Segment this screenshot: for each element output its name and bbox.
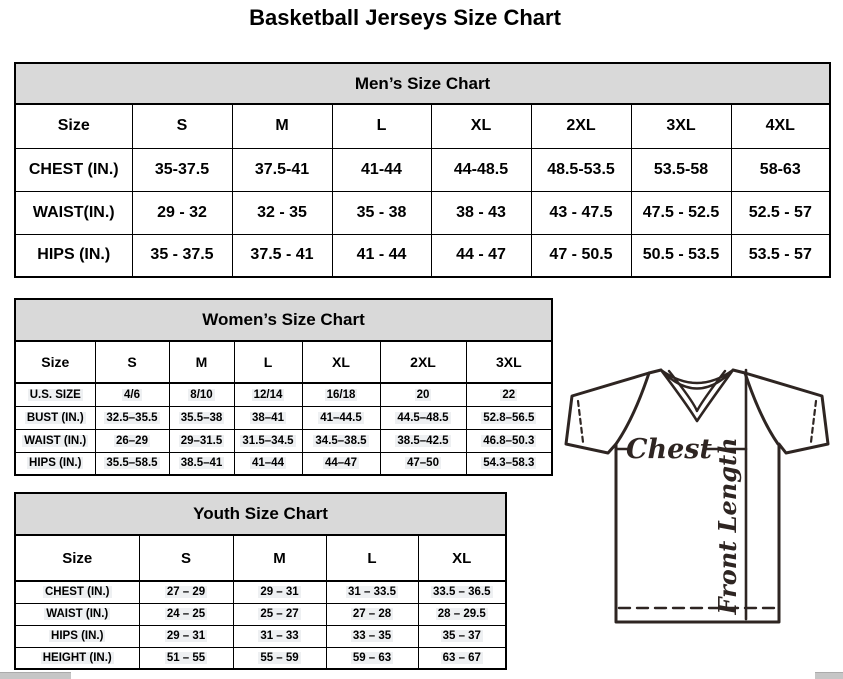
cell: 29 – 31 <box>233 581 326 603</box>
cell: 29 – 31 <box>139 625 233 647</box>
cell: 32 - 35 <box>232 191 332 234</box>
cell: 37.5 - 41 <box>232 234 332 277</box>
cell: 44.5–48.5 <box>380 406 466 429</box>
row-label: BUST (IN.) <box>15 406 95 429</box>
column-header: 2XL <box>380 341 466 383</box>
column-header: 2XL <box>531 104 631 148</box>
youth-table-title-row <box>15 493 506 535</box>
table-row <box>15 406 552 429</box>
cell: 41–44 <box>234 452 302 475</box>
cell: 55 – 59 <box>233 647 326 669</box>
row-label: U.S. SIZE <box>15 383 95 406</box>
cell: 22 <box>466 383 552 406</box>
cell: 34.5–38.5 <box>302 429 380 452</box>
cell: 38.5–42.5 <box>380 429 466 452</box>
column-header: S <box>132 104 232 148</box>
cell: 44–47 <box>302 452 380 475</box>
cell: 33 – 35 <box>326 625 418 647</box>
cell: 35 - 38 <box>332 191 431 234</box>
cell: 53.5 - 57 <box>731 234 830 277</box>
column-header: M <box>233 535 326 581</box>
cell: 47–50 <box>380 452 466 475</box>
mens-table-title: Men’s Size Chart <box>15 63 830 104</box>
page-title: Basketball Jerseys Size Chart <box>249 5 561 30</box>
mens-column-header-row <box>15 104 830 148</box>
column-header: 3XL <box>466 341 552 383</box>
womens-size-table <box>14 298 553 476</box>
table-row <box>15 234 830 277</box>
cell: 53.5-58 <box>631 148 731 191</box>
cell: 52.5 - 57 <box>731 191 830 234</box>
table-row <box>15 603 506 625</box>
right-armhole-seam <box>745 373 778 444</box>
column-header: 3XL <box>631 104 731 148</box>
cell: 8/10 <box>169 383 234 406</box>
cell: 32.5–35.5 <box>95 406 169 429</box>
cell: 31 – 33.5 <box>326 581 418 603</box>
left-cuff-dashed-line <box>578 401 583 442</box>
youth-size-table <box>14 492 507 670</box>
mens-size-table <box>14 62 831 278</box>
womens-column-header-row <box>15 341 552 383</box>
mens-table-title-row <box>15 63 830 104</box>
cell: 29–31.5 <box>169 429 234 452</box>
cell: 44 - 47 <box>431 234 531 277</box>
row-label: WAIST (IN.) <box>15 429 95 452</box>
cell: 33.5 – 36.5 <box>418 581 506 603</box>
row-label: HIPS (IN.) <box>15 234 132 277</box>
cell: 24 – 25 <box>139 603 233 625</box>
cell: 47.5 - 52.5 <box>631 191 731 234</box>
cell: 35-37.5 <box>132 148 232 191</box>
row-label: CHEST (IN.) <box>15 581 139 603</box>
cell: 31 – 33 <box>233 625 326 647</box>
youth-column-header-row <box>15 535 506 581</box>
column-header: M <box>232 104 332 148</box>
cell: 52.8–56.5 <box>466 406 552 429</box>
cell: 51 – 55 <box>139 647 233 669</box>
horizontal-scrollbar-thumb-right[interactable] <box>815 672 843 679</box>
row-label: CHEST (IN.) <box>15 148 132 191</box>
cell: 38.5–41 <box>169 452 234 475</box>
column-header: XL <box>418 535 506 581</box>
row-label: WAIST(IN.) <box>15 191 132 234</box>
cell: 35 - 37.5 <box>132 234 232 277</box>
row-label: WAIST (IN.) <box>15 603 139 625</box>
column-header: Size <box>15 104 132 148</box>
cell: 26–29 <box>95 429 169 452</box>
cell: 29 - 32 <box>132 191 232 234</box>
table-row <box>15 581 506 603</box>
womens-table-title-row <box>15 299 552 341</box>
table-row <box>15 148 830 191</box>
womens-table-title: Women’s Size Chart <box>15 299 552 341</box>
cell: 44-48.5 <box>431 148 531 191</box>
column-header: XL <box>431 104 531 148</box>
table-row <box>15 452 552 475</box>
jersey-outline <box>566 370 828 622</box>
cell: 25 – 27 <box>233 603 326 625</box>
column-header: 4XL <box>731 104 830 148</box>
cell: 41 - 44 <box>332 234 431 277</box>
cell: 4/6 <box>95 383 169 406</box>
horizontal-scrollbar-thumb-left[interactable] <box>0 672 71 679</box>
jersey-measurement-diagram <box>556 356 843 648</box>
cell: 35 – 37 <box>418 625 506 647</box>
cell: 38–41 <box>234 406 302 429</box>
cell: 43 - 47.5 <box>531 191 631 234</box>
cell: 38 - 43 <box>431 191 531 234</box>
table-row <box>15 429 552 452</box>
column-header: Size <box>15 535 139 581</box>
row-label: HIPS (IN.) <box>15 452 95 475</box>
column-header: XL <box>302 341 380 383</box>
cell: 58-63 <box>731 148 830 191</box>
cell: 54.3–58.3 <box>466 452 552 475</box>
row-label: HEIGHT (IN.) <box>15 647 139 669</box>
chest-label: Chest <box>626 434 712 465</box>
cell: 31.5–34.5 <box>234 429 302 452</box>
column-header: L <box>326 535 418 581</box>
column-header: L <box>234 341 302 383</box>
cell: 63 – 67 <box>418 647 506 669</box>
cell: 41–44.5 <box>302 406 380 429</box>
front-length-label: Front Length <box>713 437 742 615</box>
cell: 46.8–50.3 <box>466 429 552 452</box>
column-header: L <box>332 104 431 148</box>
cell: 48.5-53.5 <box>531 148 631 191</box>
cell: 27 – 29 <box>139 581 233 603</box>
column-header: M <box>169 341 234 383</box>
youth-table-title: Youth Size Chart <box>15 493 506 535</box>
table-row <box>15 191 830 234</box>
cell: 59 – 63 <box>326 647 418 669</box>
cell: 28 – 29.5 <box>418 603 506 625</box>
cell: 35.5–58.5 <box>95 452 169 475</box>
column-header: Size <box>15 341 95 383</box>
column-header: S <box>95 341 169 383</box>
cell: 41-44 <box>332 148 431 191</box>
table-row <box>15 383 552 406</box>
cell: 27 – 28 <box>326 603 418 625</box>
table-row <box>15 625 506 647</box>
right-cuff-dashed-line <box>811 401 816 442</box>
cell: 35.5–38 <box>169 406 234 429</box>
cell: 37.5-41 <box>232 148 332 191</box>
cell: 20 <box>380 383 466 406</box>
table-row <box>15 647 506 669</box>
cell: 47 - 50.5 <box>531 234 631 277</box>
column-header: S <box>139 535 233 581</box>
row-label: HIPS (IN.) <box>15 625 139 647</box>
cell: 16/18 <box>302 383 380 406</box>
cell: 50.5 - 53.5 <box>631 234 731 277</box>
cell: 12/14 <box>234 383 302 406</box>
